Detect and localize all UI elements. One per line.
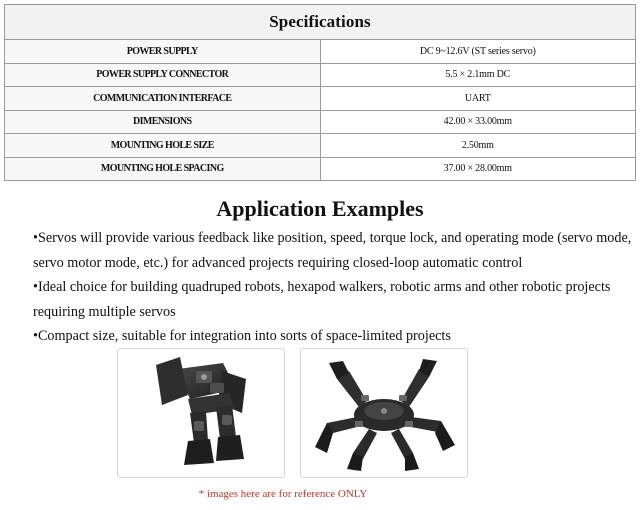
hexapod-robot-illustration	[301, 349, 467, 477]
spec-row	[5, 63, 636, 87]
spec-label: DIMENSIONS	[5, 110, 321, 134]
application-bullet: •Ideal choice for building quadruped robots, hexapod walkers, robotic arms and other robotic projects requiring multiple servos	[33, 279, 611, 320]
spec-value: 5.5 × 2.1mm DC	[320, 63, 636, 87]
spec-row	[5, 40, 636, 64]
specifications-table	[4, 4, 636, 181]
spec-value: DC 9~12.6V (ST series servo)	[320, 40, 636, 64]
spec-value: 42.00 × 33.00mm	[320, 110, 636, 134]
spec-label: MOUNTING HOLE SPACING	[5, 157, 321, 181]
spec-value: UART	[320, 87, 636, 111]
biped-robot-illustration	[118, 349, 284, 477]
spec-label: COMMUNICATION INTERFACE	[5, 87, 321, 111]
spec-label: POWER SUPPLY CONNECTOR	[5, 63, 321, 87]
biped-robot-image	[117, 348, 285, 478]
application-bullet: •Servos will provide various feedback like position, speed, torque lock, and operating mode (servo mode, servo motor mode, etc.) for advanced projects requiring closed-loop automatic control	[33, 230, 632, 271]
spec-value: 2.50mm	[320, 134, 636, 158]
spec-value: 37.00 × 28.00mm	[320, 157, 636, 181]
spec-label: POWER SUPPLY	[5, 40, 321, 64]
spec-label: MOUNTING HOLE SIZE	[5, 134, 321, 158]
hexapod-robot-image	[300, 348, 468, 478]
spec-row	[5, 110, 636, 134]
spec-row	[5, 87, 636, 111]
specifications-title: Specifications	[5, 5, 636, 40]
application-examples-title: Application Examples	[216, 196, 424, 221]
reference-note: * images here are for reference ONLY	[198, 488, 368, 500]
application-bullet: •Compact size, suitable for integration into sorts of space-limited projects	[33, 328, 451, 344]
application-bullet-list	[33, 226, 633, 349]
spec-row	[5, 134, 636, 158]
spec-row	[5, 157, 636, 181]
